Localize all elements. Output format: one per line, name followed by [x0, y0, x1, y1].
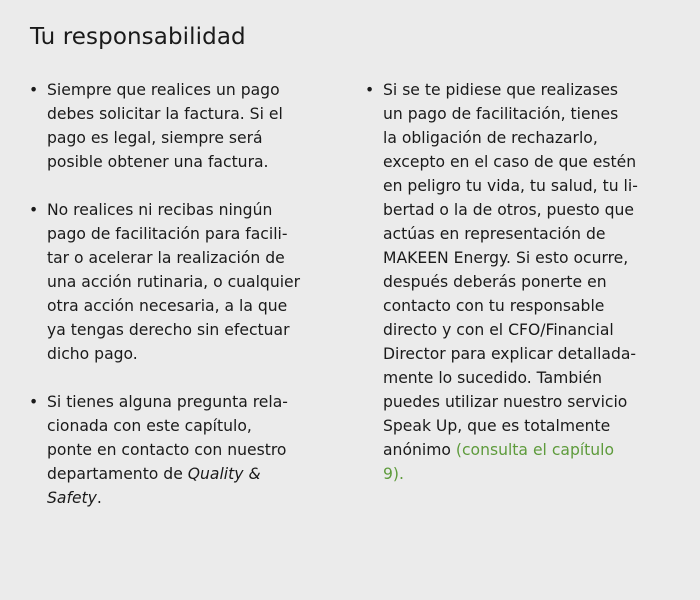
text-line [47, 486, 348, 510]
text-line: ponte en contacto con nuestro [47, 441, 287, 459]
text-line: ya tengas derecho sin efectuar [47, 321, 290, 339]
text-line: puedes utilizar nuestro servicio [383, 393, 628, 411]
text-line: una acción rutinaria, o cualquier [47, 273, 301, 291]
text-line: tar o acelerar la realización de [47, 249, 285, 267]
text-line: directo y con el CFO/Financial [383, 321, 614, 339]
bullet-item-facilitation-payment [28, 198, 348, 366]
text-line: Si se te pidiese que realizases [383, 81, 619, 99]
text-line: contacto con tu responsable [383, 297, 605, 315]
bullet-item-payment-invoice [28, 78, 348, 174]
text-line: mente lo sucedido. También [383, 369, 603, 387]
left-column [28, 78, 348, 534]
bullet-icon: • [29, 81, 39, 99]
right-column [364, 78, 684, 510]
text-line: Director para explicar detallada- [383, 345, 637, 363]
text-line: actúas en representación de [383, 225, 606, 243]
text-line: después deberás ponerte en [383, 273, 607, 291]
text-line: la obligación de rechazarlo, [383, 129, 598, 147]
page-title: Tu responsabilidad [30, 24, 246, 50]
text-fragment: anónimo [383, 441, 456, 459]
text-line: bertad o la de otros, puesto que [383, 201, 635, 219]
text-line: cionada con este capítulo, [47, 417, 252, 435]
bullet-item-refuse-facilitation [364, 78, 684, 486]
text-line: Siempre que realices un pago [47, 81, 280, 99]
department-name-emphasis: Safety [47, 489, 97, 507]
text-line [47, 462, 348, 486]
text-line: debes solicitar la factura. Si el [47, 105, 283, 123]
text-fragment: . [96, 489, 102, 507]
text-line: dicho pago. [47, 345, 138, 363]
text-line: posible obtener una factura. [47, 153, 269, 171]
text-fragment: departamento de [47, 465, 188, 483]
text-line: No realices ni recibas ningún [47, 201, 273, 219]
bullet-icon: • [29, 393, 39, 411]
text-line: MAKEEN Energy. Si esto ocurre, [383, 249, 629, 267]
text-line: pago es legal, siempre será [47, 129, 263, 147]
bullet-icon: • [29, 201, 39, 219]
text-line [383, 438, 684, 462]
chapter-reference-link[interactable]: 9). [383, 465, 404, 483]
department-name-emphasis: Quality & [187, 465, 261, 483]
text-line: Speak Up, que es totalmente [383, 417, 611, 435]
text-line: otra acción necesaria, a la que [47, 297, 288, 315]
text-line: excepto en el caso de que estén [383, 153, 637, 171]
text-line: Si tienes alguna pregunta rela- [47, 393, 288, 411]
text-line: pago de facilitación para facili- [47, 225, 288, 243]
bullet-item-questions-contact [28, 390, 348, 510]
chapter-reference-link[interactable]: (consulta el capítulo [455, 441, 615, 459]
text-line: en peligro tu vida, tu salud, tu li- [383, 177, 638, 195]
text-line: un pago de facilitación, tienes [383, 105, 619, 123]
bullet-icon: • [365, 81, 375, 99]
